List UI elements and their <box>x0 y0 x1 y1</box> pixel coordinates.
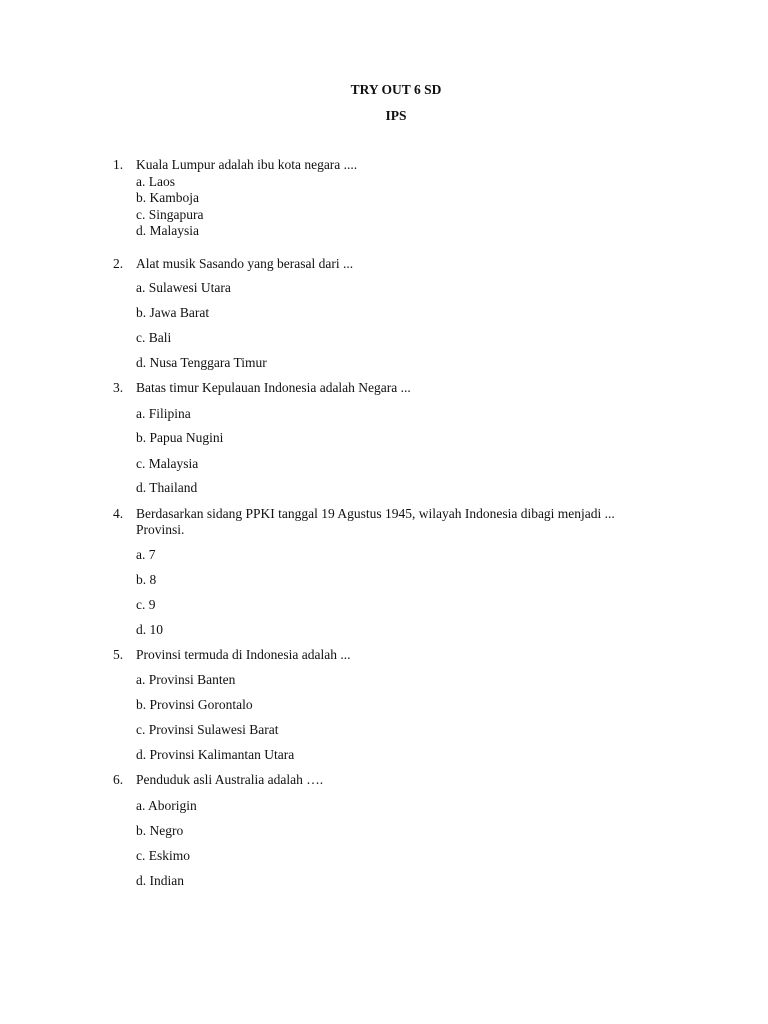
question-number: 2. <box>113 256 124 271</box>
answer-option: d. Indian <box>136 873 184 888</box>
question-text: Penduduk asli Australia adalah …. <box>136 772 324 787</box>
question-text: Berdasarkan sidang PPKI tanggal 19 Agustus 1945, wilayah Indonesia dibagi menjadi ... <box>136 506 615 521</box>
answer-option: a. Sulawesi Utara <box>136 280 231 295</box>
answer-option: c. Malaysia <box>136 456 199 471</box>
answer-option: b. 8 <box>136 572 157 587</box>
question-number: 4. <box>113 506 124 521</box>
question-text: Kuala Lumpur adalah ibu kota negara .... <box>136 157 358 172</box>
answer-option: a. Provinsi Banten <box>136 672 236 687</box>
answer-option: c. 9 <box>136 597 156 612</box>
question-text: Batas timur Kepulauan Indonesia adalah Negara ... <box>136 380 411 395</box>
answer-option: c. Provinsi Sulawesi Barat <box>136 722 279 737</box>
question-text-continuation: Provinsi. <box>136 522 185 537</box>
document-title: TRY OUT 6 SD <box>350 82 442 97</box>
answer-option: c. Singapura <box>136 207 204 222</box>
answer-option: c. Eskimo <box>136 848 190 863</box>
question-text: Provinsi termuda di Indonesia adalah ... <box>136 647 351 662</box>
answer-option: d. 10 <box>136 622 163 637</box>
answer-option: a. Laos <box>136 174 175 189</box>
answer-option: b. Papua Nugini <box>136 430 224 445</box>
answer-option: b. Kamboja <box>136 190 199 205</box>
answer-option: d. Nusa Tenggara Timur <box>136 355 267 370</box>
answer-option: d. Malaysia <box>136 223 199 238</box>
answer-option: d. Provinsi Kalimantan Utara <box>136 747 295 762</box>
answer-option: b. Jawa Barat <box>136 305 210 320</box>
answer-option: a. Filipina <box>136 406 191 421</box>
answer-option: a. 7 <box>136 547 156 562</box>
answer-option: c. Bali <box>136 330 172 345</box>
question-number: 6. <box>113 772 124 787</box>
answer-option: a. Aborigin <box>136 798 197 813</box>
question-text: Alat musik Sasando yang berasal dari ... <box>136 256 354 271</box>
question-number: 1. <box>113 157 124 172</box>
document-subject: IPS <box>385 108 407 123</box>
question-number: 3. <box>113 380 124 395</box>
answer-option: d. Thailand <box>136 480 198 495</box>
answer-option: b. Negro <box>136 823 184 838</box>
question-number: 5. <box>113 647 124 662</box>
answer-option: b. Provinsi Gorontalo <box>136 697 253 712</box>
